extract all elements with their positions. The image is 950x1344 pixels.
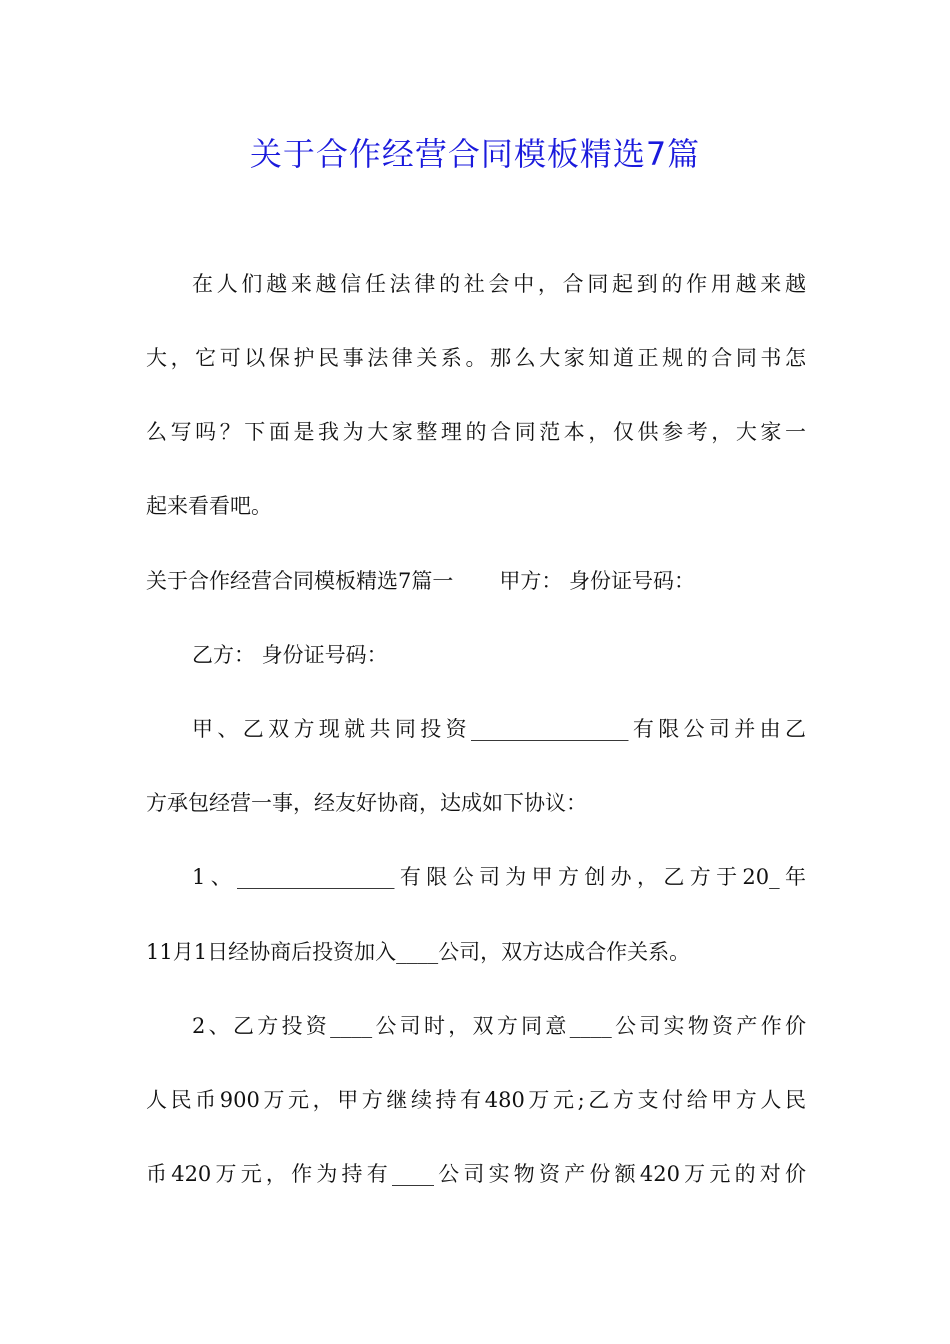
paragraph-line: 大，它可以保护民事法律关系。那么大家知道正规的合同书怎 [146, 346, 806, 370]
clause-line: 1、_______________有限公司为甲方创办，乙方于20_年 [192, 865, 806, 889]
paragraph-line: 方承包经营一事，经友好协商，达成如下协议： [146, 791, 587, 815]
section-heading-line [146, 563, 806, 599]
clause-line: 人民币900万元，甲方继续持有480万元;乙方支付给甲方人民 [146, 1088, 806, 1112]
party-b-label: 乙方： 身份证号码： [192, 643, 388, 667]
paragraph-line: 在人们越来越信任法律的社会中，合同起到的作用越来越 [192, 272, 806, 296]
clause-line: 11月1日经协商后投资加入____公司，双方达成合作关系。 [146, 940, 691, 964]
paragraph-line: 甲、乙双方现就共同投资_______________有限公司并由乙 [192, 717, 806, 741]
paragraph-line: 起来看看吧。 [146, 494, 272, 518]
party-a-label: 甲方： 身份证号码： [499, 569, 696, 593]
paragraph-line: 么写吗？下面是我为大家整理的合同范本，仅供参考，大家一 [146, 420, 806, 444]
document-title: 关于合作经营合同模板精选7篇 [249, 135, 701, 173]
clause-line: 2、乙方投资____公司时，双方同意____公司实物资产作价 [192, 1014, 806, 1038]
section-heading: 关于合作经营合同模板精选7篇一 [146, 569, 454, 593]
clause-line: 币420万元，作为持有____公司实物资产份额420万元的对价 [146, 1162, 806, 1186]
